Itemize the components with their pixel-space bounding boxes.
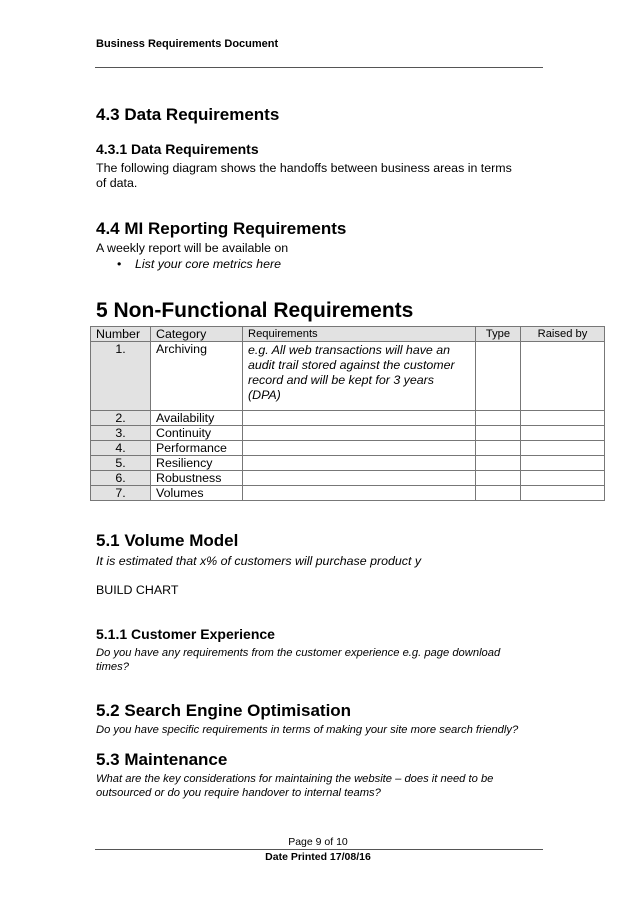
cell-category: Robustness (151, 471, 243, 486)
column-header-raised-by: Raised by (521, 327, 605, 342)
table-row (91, 441, 605, 456)
cell-raised-by (521, 342, 605, 411)
cell-requirements (243, 471, 476, 486)
cell-category: Availability (151, 411, 243, 426)
heading-5: 5 Non-Functional Requirements (96, 299, 414, 322)
heading-4-4: 4.4 MI Reporting Requirements (96, 219, 347, 238)
cell-category: Archiving (151, 342, 243, 411)
cell-requirements (243, 426, 476, 441)
cell-category: Continuity (151, 426, 243, 441)
table-row (91, 471, 605, 486)
data-requirements-text-line1: The following diagram shows the handoffs between business areas in terms (96, 161, 512, 175)
non-functional-requirements-table (90, 326, 605, 501)
table-header-row (91, 327, 605, 342)
column-header-number: Number (91, 327, 151, 342)
cell-type (476, 342, 521, 411)
column-header-category: Category (151, 327, 243, 342)
customer-experience-text-line2: times? (96, 661, 129, 673)
page-number: Page 9 of 10 (288, 836, 348, 848)
cell-raised-by (521, 456, 605, 471)
heading-5-3: 5.3 Maintenance (96, 750, 228, 769)
cell-requirements: e.g. All web transactions will have an audit trail stored against the customer record and will be kept for 3 years (DPA) (243, 342, 476, 411)
cell-category: Performance (151, 441, 243, 456)
cell-type (476, 441, 521, 456)
heading-4-3-1: 4.3.1 Data Requirements (96, 141, 259, 157)
cell-requirements (243, 441, 476, 456)
cell-number: 5. (91, 456, 151, 471)
customer-experience-text-line1: Do you have any requirements from the customer experience e.g. page download (96, 647, 501, 659)
bullet-icon: • (117, 257, 122, 271)
table-row (91, 456, 605, 471)
data-requirements-text-line2: of data. (96, 176, 138, 190)
heading-4-3: 4.3 Data Requirements (96, 105, 280, 124)
volume-model-text: It is estimated that x% of customers will purchase product y (96, 554, 422, 568)
cell-number: 4. (91, 441, 151, 456)
cell-raised-by (521, 426, 605, 441)
column-header-type: Type (476, 327, 521, 342)
cell-requirements (243, 486, 476, 501)
cell-type (476, 456, 521, 471)
cell-number: 3. (91, 426, 151, 441)
cell-raised-by (521, 471, 605, 486)
table-row (91, 411, 605, 426)
cell-number: 2. (91, 411, 151, 426)
table-row (91, 342, 605, 411)
cell-requirements (243, 456, 476, 471)
heading-5-1-1: 5.1.1 Customer Experience (96, 626, 275, 642)
bullet-item-metrics: List your core metrics here (135, 257, 281, 271)
cell-category: Volumes (151, 486, 243, 501)
cell-requirements (243, 411, 476, 426)
table-row (91, 486, 605, 501)
cell-type (476, 426, 521, 441)
cell-raised-by (521, 411, 605, 426)
footer-divider (95, 849, 543, 850)
cell-type (476, 471, 521, 486)
maintenance-text-line1: What are the key considerations for maintaining the website – does it need to be (96, 773, 494, 785)
mi-reporting-text: A weekly report will be available on (96, 241, 289, 255)
build-chart-note: BUILD CHART (96, 583, 179, 597)
maintenance-text-line2: outsourced or do you require handover to internal teams? (96, 787, 381, 799)
cell-raised-by (521, 441, 605, 456)
cell-category: Resiliency (151, 456, 243, 471)
cell-number: 1. (91, 342, 151, 411)
cell-raised-by (521, 486, 605, 501)
heading-5-2: 5.2 Search Engine Optimisation (96, 701, 352, 720)
header-divider (95, 67, 543, 68)
date-printed: Date Printed 17/08/16 (265, 851, 371, 863)
seo-text: Do you have specific requirements in terms of making your site more search friendly? (96, 724, 519, 736)
document-header-title: Business Requirements Document (96, 38, 279, 50)
table-row (91, 426, 605, 441)
cell-number: 7. (91, 486, 151, 501)
cell-number: 6. (91, 471, 151, 486)
heading-5-1: 5.1 Volume Model (96, 531, 239, 550)
cell-type (476, 411, 521, 426)
cell-type (476, 486, 521, 501)
column-header-requirements: Requirements (243, 327, 476, 342)
